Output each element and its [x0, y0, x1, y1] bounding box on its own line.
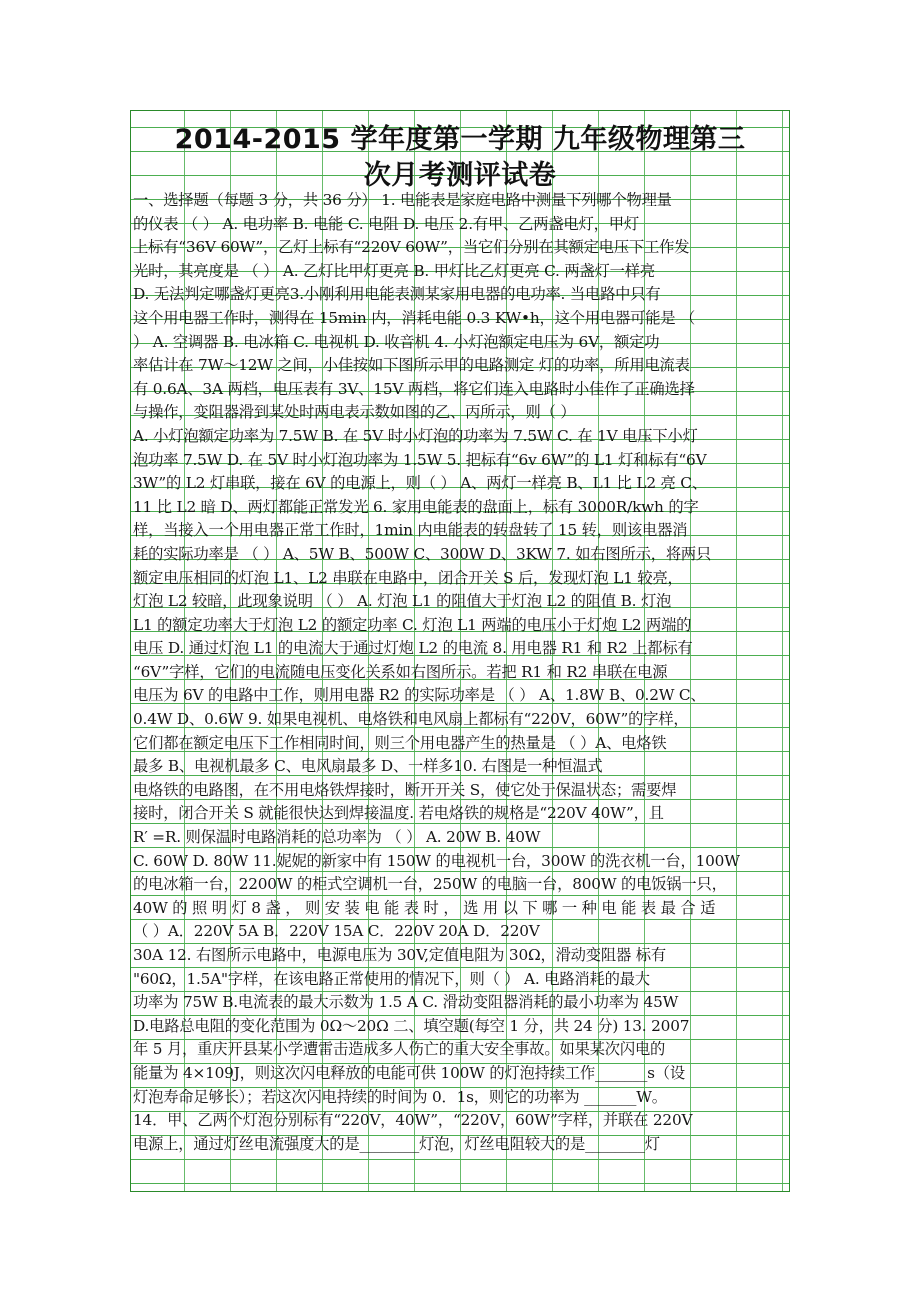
document-line: 样，当接入一个用电器正常工作时，1min 内电能表的转盘转了 15 转，则该电器消	[133, 521, 688, 540]
document-line: 功率为 75W B.电流表的最大示数为 1.5 A C. 滑动变阻器消耗的最小功率为 45W	[133, 993, 679, 1012]
document-line: 泡功率 7.5W D. 在 5V 时小灯泡功率为 1.5W 5. 把标有“6v 6W”的 L1 灯和标有“6V	[133, 450, 707, 469]
document-line: （ ）A．220V 5A B．220V 15A C．220V 20A D．220V	[133, 922, 540, 941]
document-line: A. 小灯泡额定功率为 7.5W B. 在 5V 时小灯泡的功率为 7.5W C. 在 1V 电压下小灯	[133, 426, 698, 445]
document-line: 这个用电器工作时，测得在 15min 内，消耗电能 0.3 KW•h，这个用电器可能是 （	[133, 308, 696, 327]
document-line: 电压为 6V 的电路中工作，则用电器 R2 的实际功率是 （ ） A、1.8W B、0.2W C、	[133, 686, 706, 705]
document-line: L1 的额定功率大于灯泡 L2 的额定功率 C. 灯泡 L1 两端的电压小于灯炮 L2 两端的	[133, 615, 692, 634]
document-line: 0.4W D、0.6W 9. 如果电视机、电烙铁和电风扇上都标有“220V，60W”的字样，	[133, 710, 689, 729]
document-line: 灯泡寿命足够长）；若这次闪电持续的时间为 0．1s，则它的功率为 _______W。	[133, 1087, 667, 1106]
document-line: 有 0.6A、3A 两档，电压表有 3V、15V 两档，将它们连入电路时小佳作了正确选择	[133, 379, 695, 398]
document-page	[130, 110, 790, 1192]
document-line: 灯泡 L2 较暗，此现象说明 （ ） A. 灯泡 L1 的阻值大于灯泡 L2 的阻值 B. 灯泡	[133, 592, 672, 611]
document-line: 年 5 月，重庆开县某小学遭雷击造成多人伤亡的重大安全事故。如果某次闪电的	[133, 1040, 666, 1059]
document-line: 30A 12. 右图所示电路中，电源电压为 30V,定值电阻为 30Ω，滑动变阻器 标有	[133, 946, 666, 964]
document-line: 一、选择题（每题 3 分，共 36 分） 1. 电能表是家庭电路中测量下列哪个物理量	[133, 191, 672, 209]
document-line: D. 无法判定哪盏灯更亮3.小刚利用电能表测某家用电器的电功率. 当电路中只有	[133, 285, 661, 304]
document-line: 电压 D. 通过灯泡 L1 的电流大于通过灯炮 L2 的电流 8. 用电器 R1 和 R2 上都标有	[133, 639, 693, 658]
document-line: R′ =R. 则保温时电路消耗的总功率为 （ ） A. 20W B. 40W	[133, 828, 541, 847]
document-line: 接时，闭合开关 S 就能很快达到焊接温度. 若电烙铁的规格是“220V 40W”，且	[133, 804, 664, 823]
document-line: 电源上，通过灯丝电流强度大的是________灯泡，灯丝电阻较大的是________灯	[133, 1134, 660, 1153]
document-line: 率估计在 7W～12W 之间，小佳按如下图所示甲的电路测定 灯的功率，所用电流表	[133, 356, 690, 375]
document-line: “6V”字样，它们的电流随电压变化关系如右图所示。若把 R1 和 R2 串联在电源	[133, 662, 668, 681]
document-line: 电烙铁的电路图，在不用电烙铁焊接时，断开开关 S，使它处于保温状态；需要焊	[133, 780, 677, 799]
document-line: 光时，其亮度是 （ ） A. 乙灯比甲灯更亮 B. 甲灯比乙灯更亮 C. 两盏灯一样亮	[133, 261, 655, 280]
document-line: 与操作，变阻器滑到某处时两电表示数如图的乙、丙所示，则（ ）	[133, 403, 576, 422]
document-line: 额定电压相同的灯泡 L1、L2 串联在电路中，闭合开关 S 后，发现灯泡 L1 较亮，	[133, 568, 683, 587]
document-line: D.电路总电阻的变化范围为 0Ω～20Ω 二、填空题(每空 1 分，共 24 分) 13. 2007	[133, 1016, 690, 1035]
document-line: 耗的实际功率是 （ ） A、5W B、500W C、300W D、3KW 7. 如右图所示，将两只	[133, 544, 712, 563]
document-line: 的仪表 （ ） A. 电功率 B. 电能 C. 电阻 D. 电压 2.有甲、乙两盏电灯，甲灯	[133, 214, 639, 233]
document-body	[133, 189, 787, 1156]
document-line: 3W”的 L2 灯串联，接在 6V 的电源上，则（ ） A、两灯一样亮 B、L1 比 L2 亮 C、	[133, 474, 707, 493]
document-line: "60Ω，1.5A"字样，在该电路正常使用的情况下，则（ ） A. 电路消耗的最大	[133, 969, 650, 988]
document-line: ） A. 空调器 B. 电冰箱 C. 电视机 D. 收音机 4. 小灯泡额定电压为 6V，额定功	[133, 332, 660, 351]
document-title-line1: 2014-2015 学年度第一学期 九年级物理第三	[174, 124, 746, 155]
document-line: 11 比 L2 暗 D、两灯都能正常发光 6. 家用电能表的盘面上，标有 3000R/kwh 的字	[133, 497, 699, 516]
document-line: 能量为 4×109J，则这次闪电释放的电能可供 100W 的灯泡持续工作_______s（设	[133, 1063, 685, 1082]
document-title-line2: 次月考测评试卷	[363, 160, 557, 191]
document-line: 它们都在额定电压下工作相同时间，则三个用电器产生的热量是 （ ）A、电烙铁	[133, 733, 667, 752]
document-line: 40W 的 照 明 灯 8 盏 ， 则 安 装 电 能 表 时 ， 选 用 以 下 哪 一 种 电 能 表 最 合 适	[133, 898, 716, 917]
document-line: 上标有“36V 60W”，乙灯上标有“220V 60W”，当它们分别在其额定电压下工作发	[133, 238, 690, 257]
document-line: 的电冰箱一台，2200W 的柜式空调机一台，250W 的电脑一台，800W 的电饭锅一只，	[133, 875, 727, 894]
document-line: 14．甲、乙两个灯泡分别标有“220V，40W”，“220V，60W”字样，并联在 220V	[133, 1111, 693, 1130]
document-line: 最多 B、电视机最多 C、电风扇最多 D、一样多10. 右图是一种恒温式	[133, 757, 603, 776]
document-line: C. 60W D. 80W 11.妮妮的新家中有 150W 的电视机一台，300W 的洗衣机一台，100W	[133, 851, 740, 870]
